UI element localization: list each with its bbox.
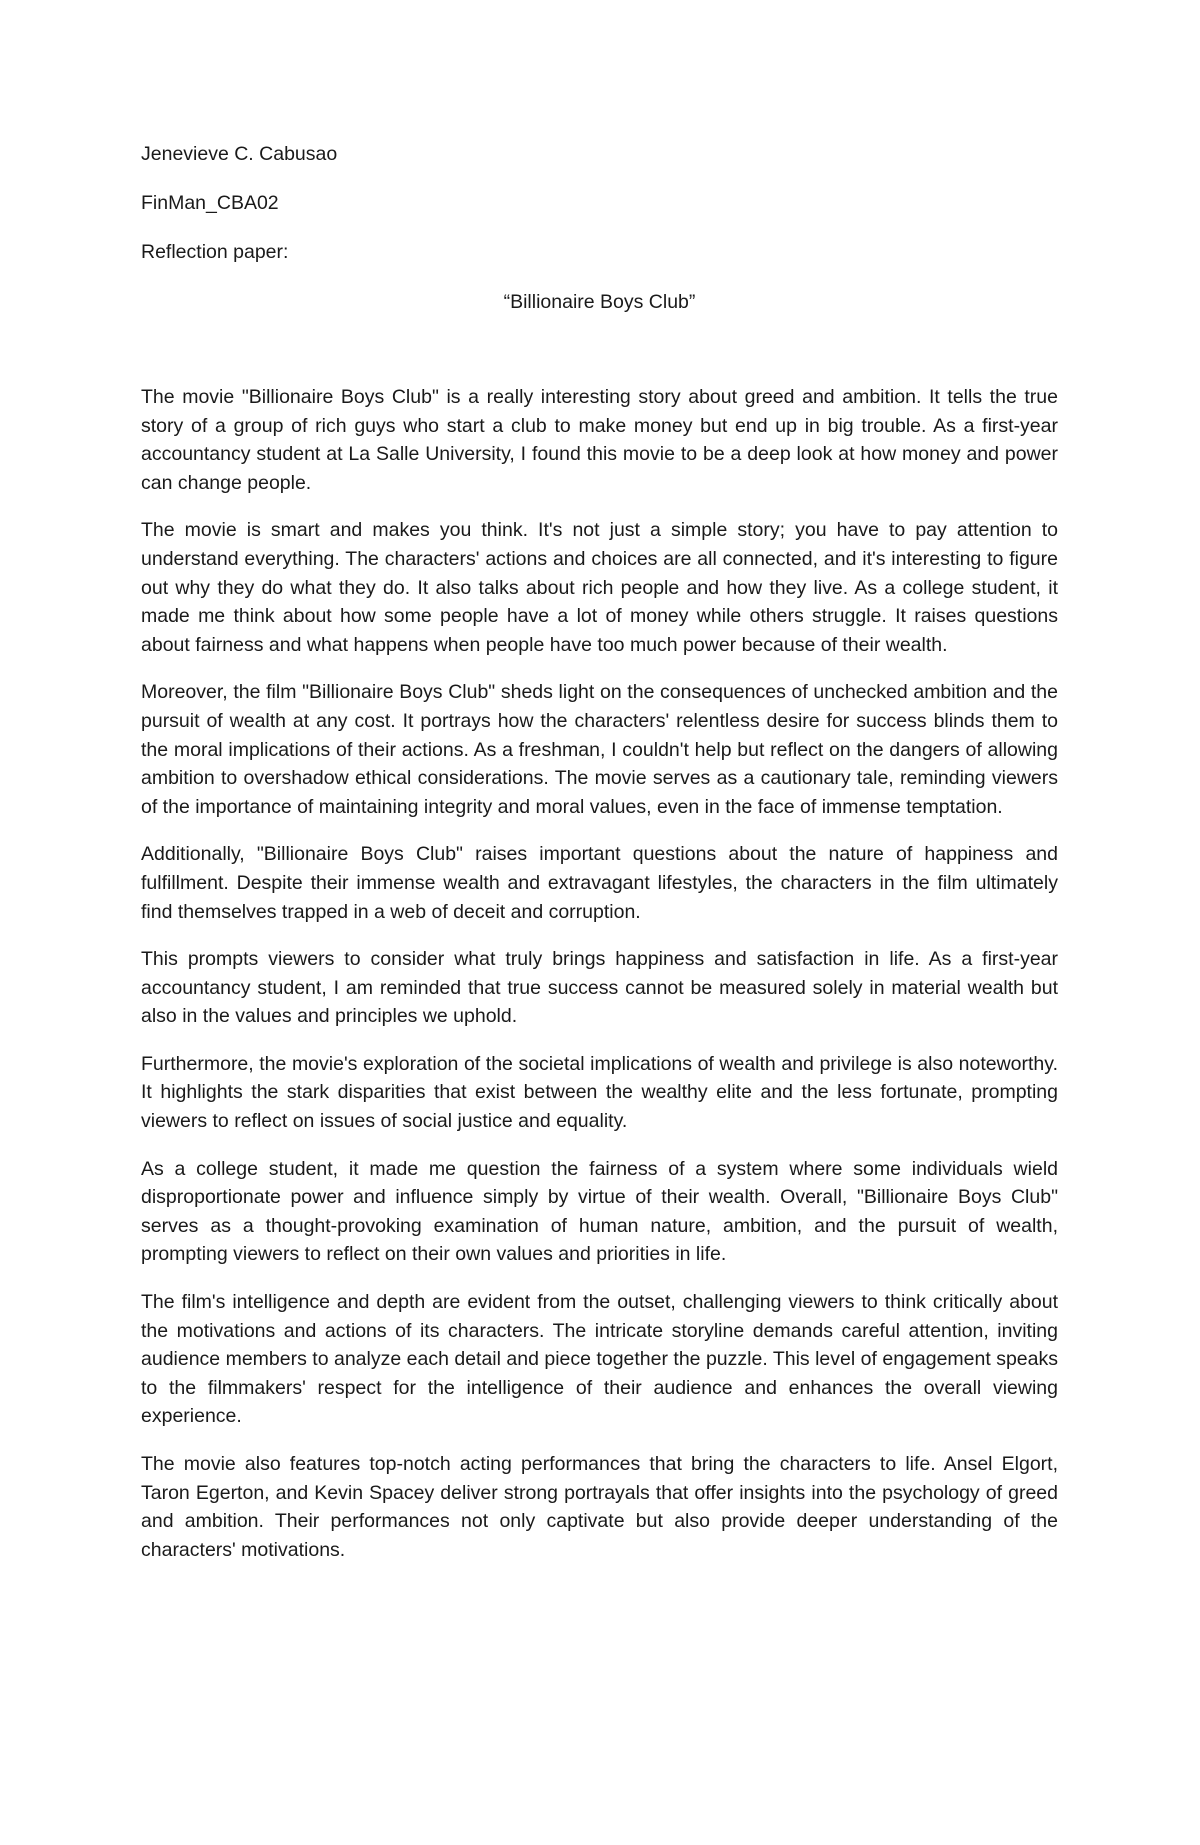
paragraph: Additionally, "Billionaire Boys Club" raises important questions about the nature of happiness and fulfillment. Despite their immense wealth and extravagant lifestyles, the characters in the film ultimately find themselves trapped in a web of deceit and corruption. xyxy=(141,843,1058,923)
paper-title: “Billionaire Boys Club” xyxy=(503,291,696,313)
paragraph: The movie "Billionaire Boys Club" is a really interesting story about greed and ambition. It tells the true story of a group of rich guys who start a club to make money but end up in big trouble. As a first-year accountancy student at La Salle University, I found this movie to be a deep look at how money and power can change people. xyxy=(141,386,1058,494)
paragraph: Moreover, the film "Billionaire Boys Club" sheds light on the consequences of unchecked ambition and the pursuit of wealth at any cost. It portrays how the characters' relentless desire for success blinds them to the moral implications of their actions. As a freshman, I couldn't help but reflect on the dangers of allowing ambition to overshadow ethical considerations. The movie serves as a cautionary tale, reminding viewers of the importance of maintaining integrity and moral values, even in the face of immense temptation. xyxy=(141,681,1058,818)
paragraph: Furthermore, the movie's exploration of the societal implications of wealth and privilege is also noteworthy. It highlights the stark disparities that exist between the wealthy elite and the less fortunate, prompting viewers to reflect on issues of social justice and equality. xyxy=(141,1052,1058,1133)
paragraph: The movie also features top-notch acting performances that bring the characters to life. Ansel Elgort, Taron Egerton, and Kevin Spacey deliver strong portrayals that offer insights into the psychology of greed and ambition. Their performances not only captivate but also provide deeper understanding of the characters' motivations. xyxy=(141,1453,1058,1561)
course-code: FinMan_CBA02 xyxy=(141,192,279,214)
author-name: Jenevieve C. Cabusao xyxy=(141,143,338,165)
paper-body xyxy=(141,383,1058,1583)
document-page xyxy=(141,0,1058,1845)
paragraph: This prompts viewers to consider what truly brings happiness and satisfaction in life. As a first-year accountancy student, I am reminded that true success cannot be measured solely in material wealth but also in the values and principles we uphold. xyxy=(141,948,1058,1028)
paper-type: Reflection paper: xyxy=(141,241,289,263)
paragraph: The film's intelligence and depth are evident from the outset, challenging viewers to think critically about the motivations and actions of its characters. The intricate storyline demands careful attention, inviting audience members to analyze each detail and piece together the puzzle. This level of engagement speaks to the filmmakers' respect for the intelligence of their audience and enhances the overall viewing experience. xyxy=(141,1291,1058,1428)
paragraph: The movie is smart and makes you think. It's not just a simple story; you have to pay attention to understand everything. The characters' actions and choices are all connected, and it's interesting to figure out why they do what they do. It also talks about rich people and how they live. As a college student, it made me think about how some people have a lot of money while others struggle. It raises questions about fairness and what happens when people have too much power because of their wealth. xyxy=(141,519,1058,656)
paragraph: As a college student, it made me question the fairness of a system where some individuals wield disproportionate power and influence simply by virtue of their wealth. Overall, "Billionaire Boys Club" serves as a thought-provoking examination of human nature, ambition, and the pursuit of wealth, prompting viewers to reflect on their own values and priorities in life. xyxy=(141,1157,1058,1266)
